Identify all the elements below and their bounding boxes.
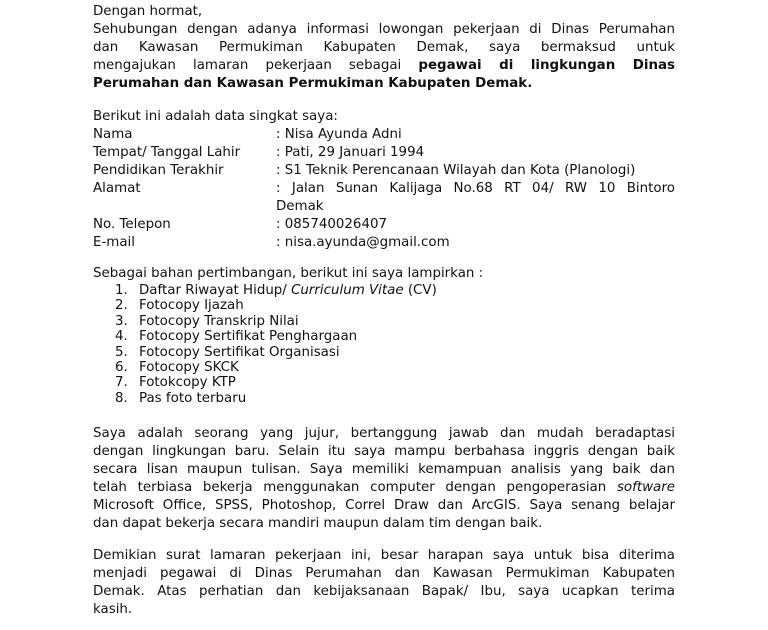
intro-line: Sehubungan dengan adanya informasi lowongan pekerjaan di Dinas Perumahan: [93, 22, 675, 37]
field-label: Pendidikan Terakhir: [93, 163, 224, 178]
list-item: [93, 360, 675, 375]
field-label: Alamat: [93, 181, 141, 196]
list-number: 3.: [115, 313, 128, 329]
field-label: Tempat/ Tanggal Lahir: [93, 145, 241, 160]
list-item: [93, 283, 675, 298]
field-value: : Jalan Sunan Kalijaga No.68 RT 04/ RW 10 Bintoro: [276, 181, 675, 196]
paragraph-line: Microsoft Office, SPSS, Photoshop, Correl Draw dan ArcGIS. Saya senang belajar: [93, 498, 675, 513]
paragraph-text: telah terbiasa bekerja menggunakan computer dengan pengoperasian: [93, 480, 617, 495]
list-text: Fotocopy SKCK: [139, 359, 239, 375]
list-text: [139, 283, 437, 298]
list-item: [93, 391, 675, 406]
list-number: 7.: [115, 375, 128, 391]
list-number: 4.: [115, 329, 128, 345]
personal-data-section: [93, 108, 675, 252]
data-row-address-cont: [93, 198, 675, 216]
paragraph-line: Saya adalah seorang yang jujur, bertanggung jawab dan mudah beradaptasi: [93, 426, 675, 441]
list-number: 6.: [115, 359, 128, 375]
intro-line: [93, 57, 675, 75]
field-value: : S1 Teknik Perencanaan Wilayah dan Kota (Planologi): [276, 163, 636, 178]
list-number: 2.: [115, 298, 128, 314]
list-text: Fotocopy Ijazah: [139, 298, 244, 314]
list-item: [93, 329, 675, 344]
field-value: Demak: [276, 199, 324, 214]
paragraph-line: Demikian surat lamaran pekerjaan ini, besar harapan saya untuk bisa diterima: [93, 548, 675, 563]
paragraph-line: menjadi pegawai di Dinas Perumahan dan Kawasan Permukiman Kabupaten: [93, 566, 675, 581]
list-text: Pas foto terbaru: [139, 390, 247, 406]
attachments-intro: Sebagai bahan pertimbangan, berikut ini saya lampirkan :: [93, 266, 484, 281]
attachments-section: [93, 265, 675, 406]
list-number: 5.: [115, 344, 128, 360]
list-text-part: Daftar Riwayat Hidup/: [139, 283, 292, 298]
list-text: Fotocopy Sertifikat Organisasi: [139, 344, 340, 360]
position-text: pegawai di lingkungan Dinas: [418, 58, 675, 73]
list-text-part: (CV): [403, 283, 437, 298]
about-paragraph: [93, 425, 675, 533]
intro-line: dan Kawasan Permukiman Kabupaten Demak, saya bermaksud untuk: [93, 40, 675, 55]
data-row-email: [93, 234, 675, 252]
list-item: [93, 314, 675, 329]
field-label: E-mail: [93, 235, 135, 250]
paragraph-line: secara lisan maupun tulisan. Saya memiliki kemampuan analisis yang baik dan: [93, 462, 675, 477]
field-value: : 085740026407: [276, 217, 388, 232]
position-text: Perumahan dan Kawasan Permukiman Kabupaten Demak.: [93, 76, 533, 91]
paragraph-line: dan dapat bekerja secara mandiri maupun dalam tim dengan baik.: [93, 516, 543, 531]
data-row-address: [93, 180, 675, 198]
data-row-education: [93, 162, 675, 180]
data-row-phone: [93, 216, 675, 234]
closing-paragraph: [93, 547, 675, 619]
field-value: : nisa.ayunda@gmail.com: [276, 235, 450, 250]
field-value: : Nisa Ayunda Adni: [276, 127, 402, 142]
data-row-name: [93, 126, 675, 144]
intro-section: [93, 3, 675, 93]
list-item: [93, 345, 675, 360]
paragraph-line: Demak. Atas perhatian dan kebijaksanaan Bapak/ Ibu, saya ucapkan terima: [93, 584, 675, 599]
greeting: Dengan hormat,: [93, 4, 203, 19]
field-label: No. Telepon: [93, 217, 171, 232]
paragraph-line: dengan lingkungan baru. Selain itu saya mampu berbahasa inggris dengan baik: [93, 444, 675, 459]
field-value: : Pati, 29 Januari 1994: [276, 145, 425, 160]
list-text: Fotocopy Sertifikat Penghargaan: [139, 329, 358, 345]
list-item: [93, 298, 675, 313]
paragraph-line: [93, 479, 675, 497]
data-row-birth: [93, 144, 675, 162]
list-item: [93, 375, 675, 390]
list-text-italic: Curriculum Vitae: [291, 283, 404, 298]
list-number: 8.: [115, 390, 128, 406]
list-number: 1.: [115, 283, 128, 298]
paragraph-line: kasih.: [93, 602, 133, 617]
intro-text: mengajukan lamaran pekerjaan sebagai: [93, 58, 419, 73]
paragraph-italic: software: [616, 480, 675, 495]
field-label: Nama: [93, 127, 133, 142]
list-text: Fotocopy Transkrip Nilai: [139, 313, 299, 329]
data-intro: Berikut ini adalah data singkat saya:: [93, 109, 338, 124]
list-text: Fotokcopy KTP: [139, 375, 236, 391]
